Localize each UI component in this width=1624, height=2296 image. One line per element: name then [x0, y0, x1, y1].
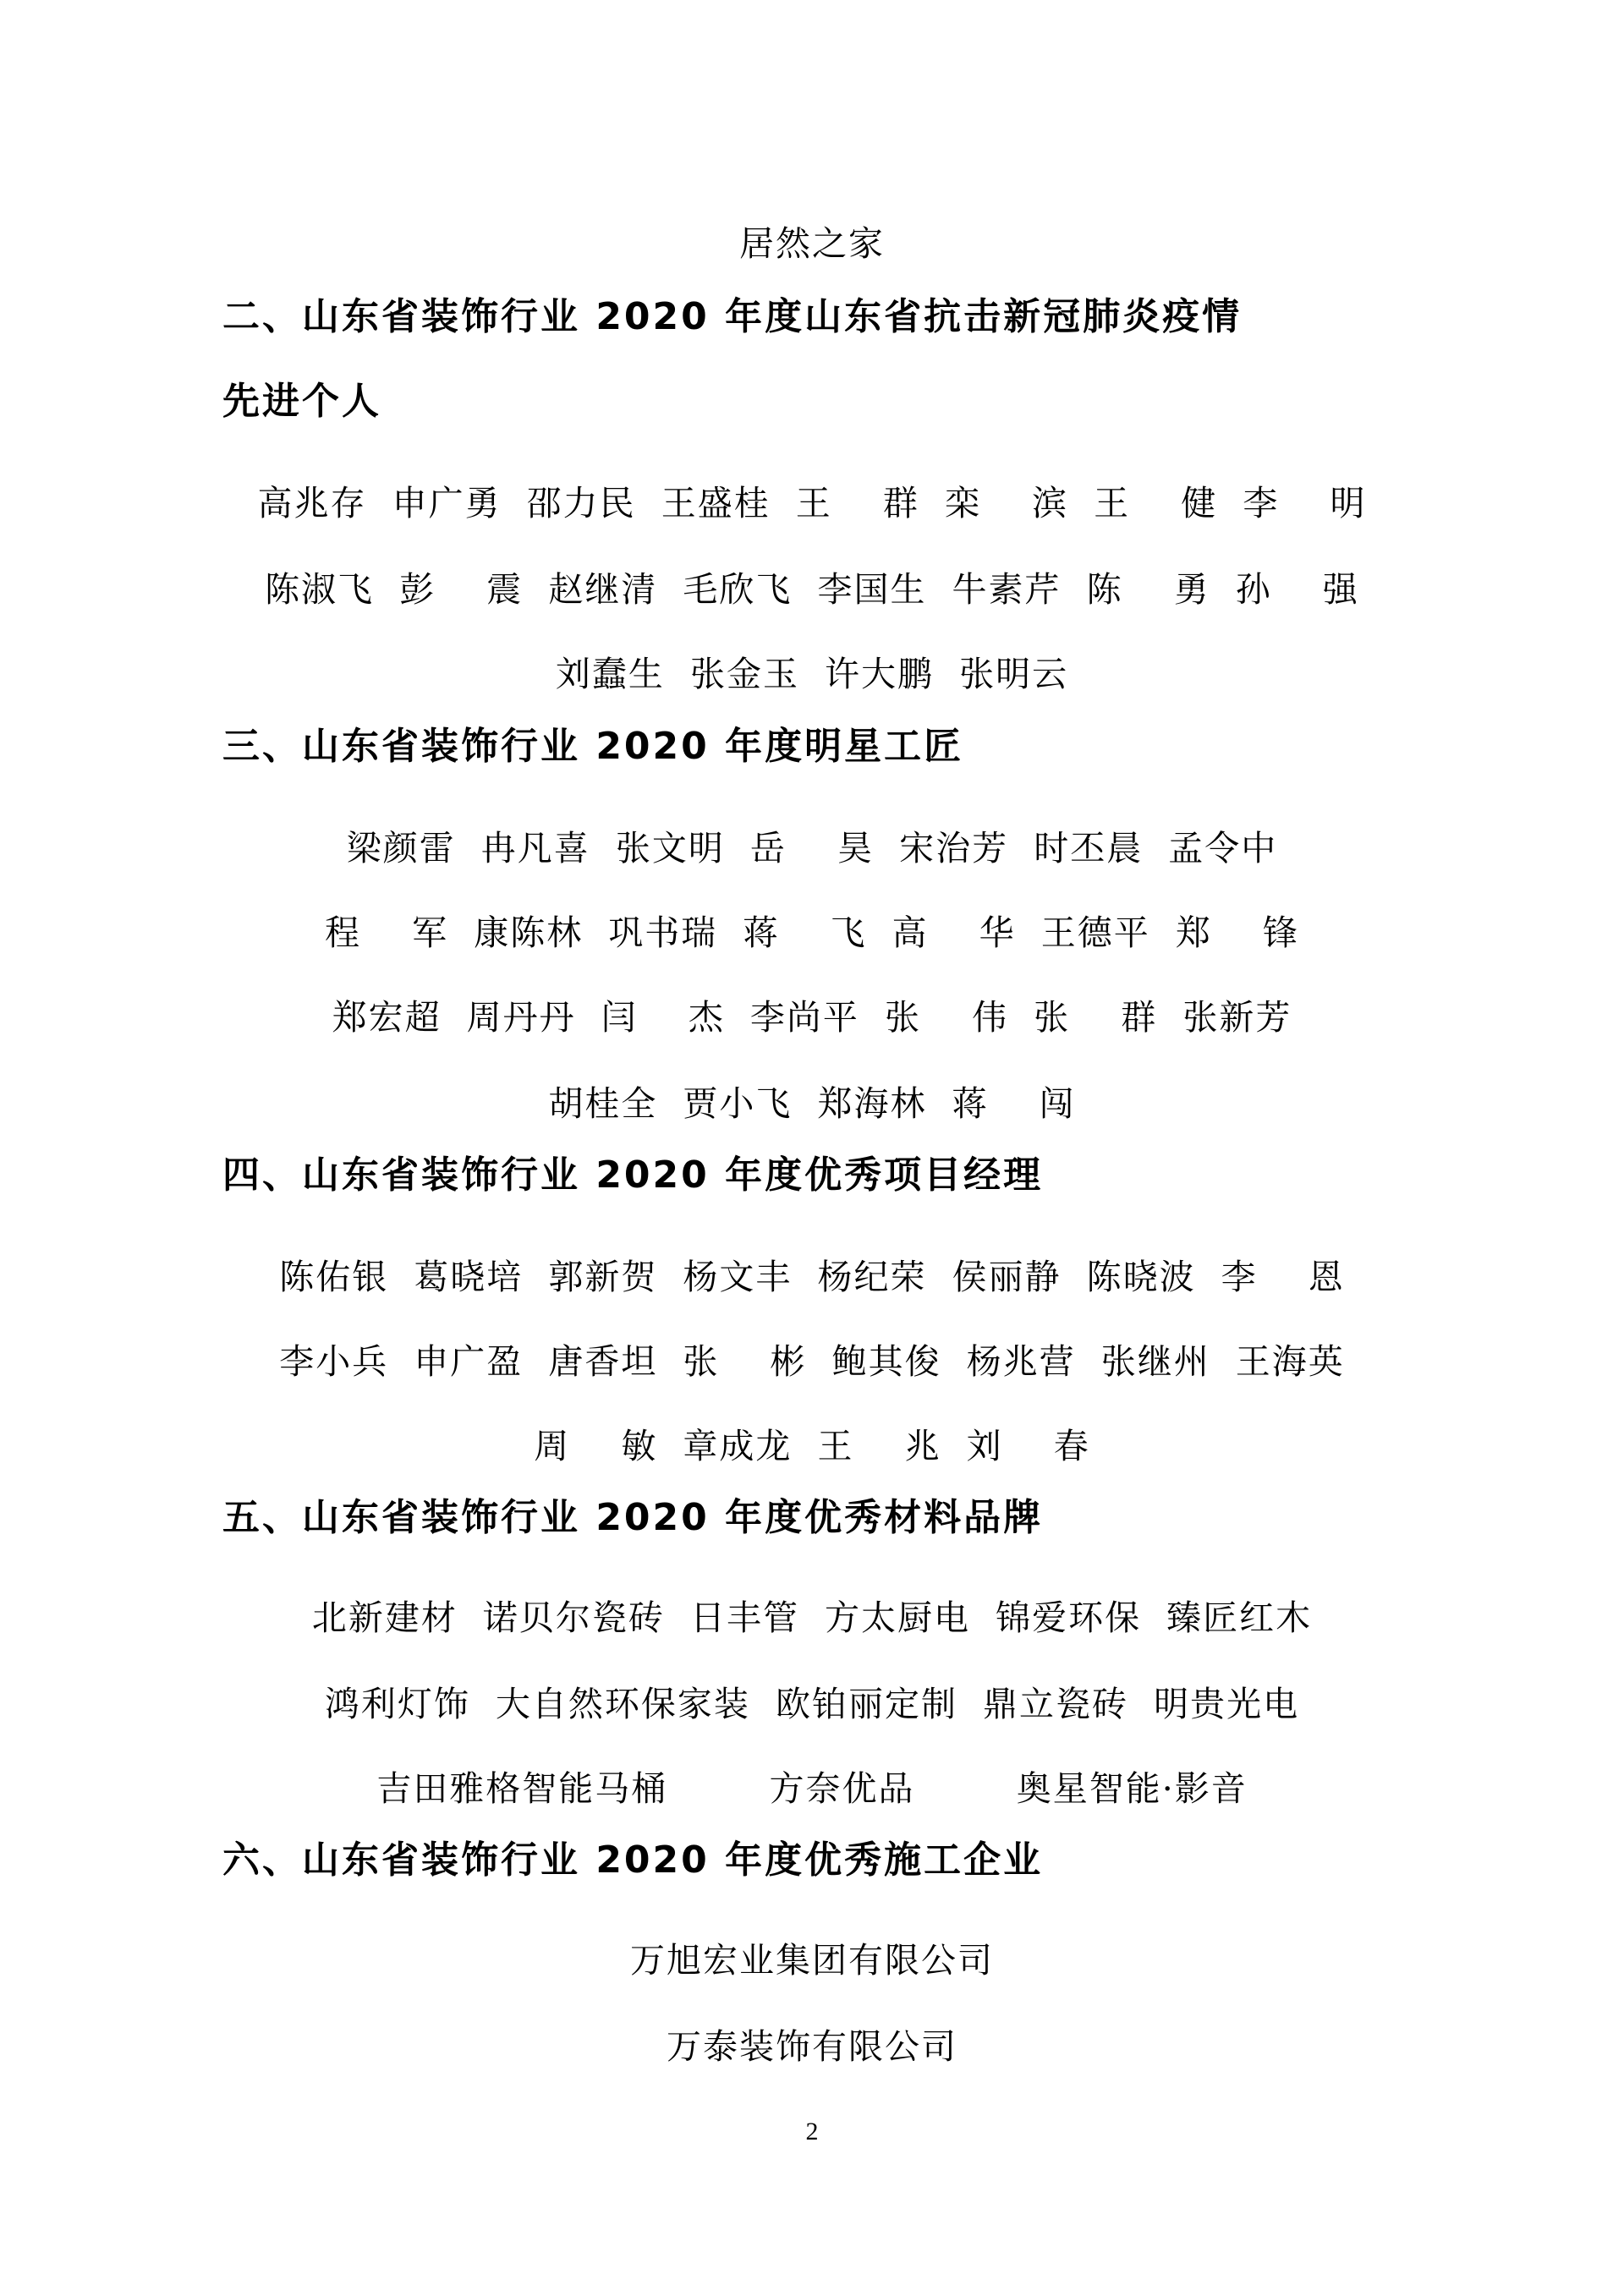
- name-list-line: 周 敏 章成龙 王 兆 刘 春: [534, 1426, 1090, 1466]
- name-list-line: 陈淑飞 彭 震 赵继清 毛欣飞 李国生 牛素芹 陈 勇 孙 强: [265, 569, 1359, 610]
- section-heading-3: 三、山东省装饰行业 2020 年度明星工匠: [222, 725, 964, 768]
- company-name: 万泰装饰有限公司: [667, 2026, 957, 2067]
- name-list-line: 程 军 康陈林 巩书瑞 蒋 飞 高 华 王德平 郑 锋: [325, 912, 1299, 953]
- name-list-line: 陈佑银 葛晓培 郭新贺 杨文丰 杨纪荣 侯丽静 陈晓波 李 恩: [279, 1257, 1345, 1297]
- name-list-line: 高兆存 申广勇 邵力民 王盛桂 王 群 栾 滨 王 健 李 明: [257, 483, 1367, 523]
- brand-list-line: 北新建材 诺贝尔瓷砖 日丰管 方太厨电 锦爱环保 臻匠红木: [311, 1597, 1313, 1638]
- name-list-line: 梁颜雷 冉凡喜 张文明 岳 昊 宋治芳 时丕晨 孟令中: [346, 828, 1278, 869]
- top-line: 居然之家: [739, 223, 885, 264]
- section-heading-5: 五、山东省装饰行业 2020 年度优秀材料品牌: [222, 1496, 1044, 1539]
- section-heading-2-cont: 先进个人: [222, 380, 381, 423]
- brand-list-line: 鸿利灯饰 大自然环保家装 欧铂丽定制 鼎立瓷砖 明贵光电: [324, 1684, 1300, 1724]
- section-heading-6: 六、山东省装饰行业 2020 年度优秀施工企业: [222, 1838, 1044, 1882]
- section-heading-2: 二、山东省装饰行业 2020 年度山东省抗击新冠肺炎疫情: [222, 295, 1243, 338]
- brand-list-line: 吉田雅格智能马桶 方奈优品 奥星智能·影音: [376, 1768, 1248, 1809]
- name-list-line: 郑宏超 周丹丹 闫 杰 李尚平 张 伟 张 群 张新芳: [332, 997, 1292, 1038]
- name-list-line: 胡桂全 贾小飞 郑海林 蒋 闯: [548, 1083, 1076, 1124]
- section-heading-4: 四、山东省装饰行业 2020 年度优秀项目经理: [222, 1153, 1044, 1197]
- name-list-line: 刘蠢生 张金玉 许大鹏 张明云: [555, 654, 1069, 694]
- name-list-line: 李小兵 申广盈 唐香坦 张 彬 鲍其俊 杨兆营 张继州 王海英: [279, 1341, 1345, 1382]
- page-number: 2: [805, 2118, 819, 2145]
- company-name: 万旭宏业集团有限公司: [630, 1940, 994, 1981]
